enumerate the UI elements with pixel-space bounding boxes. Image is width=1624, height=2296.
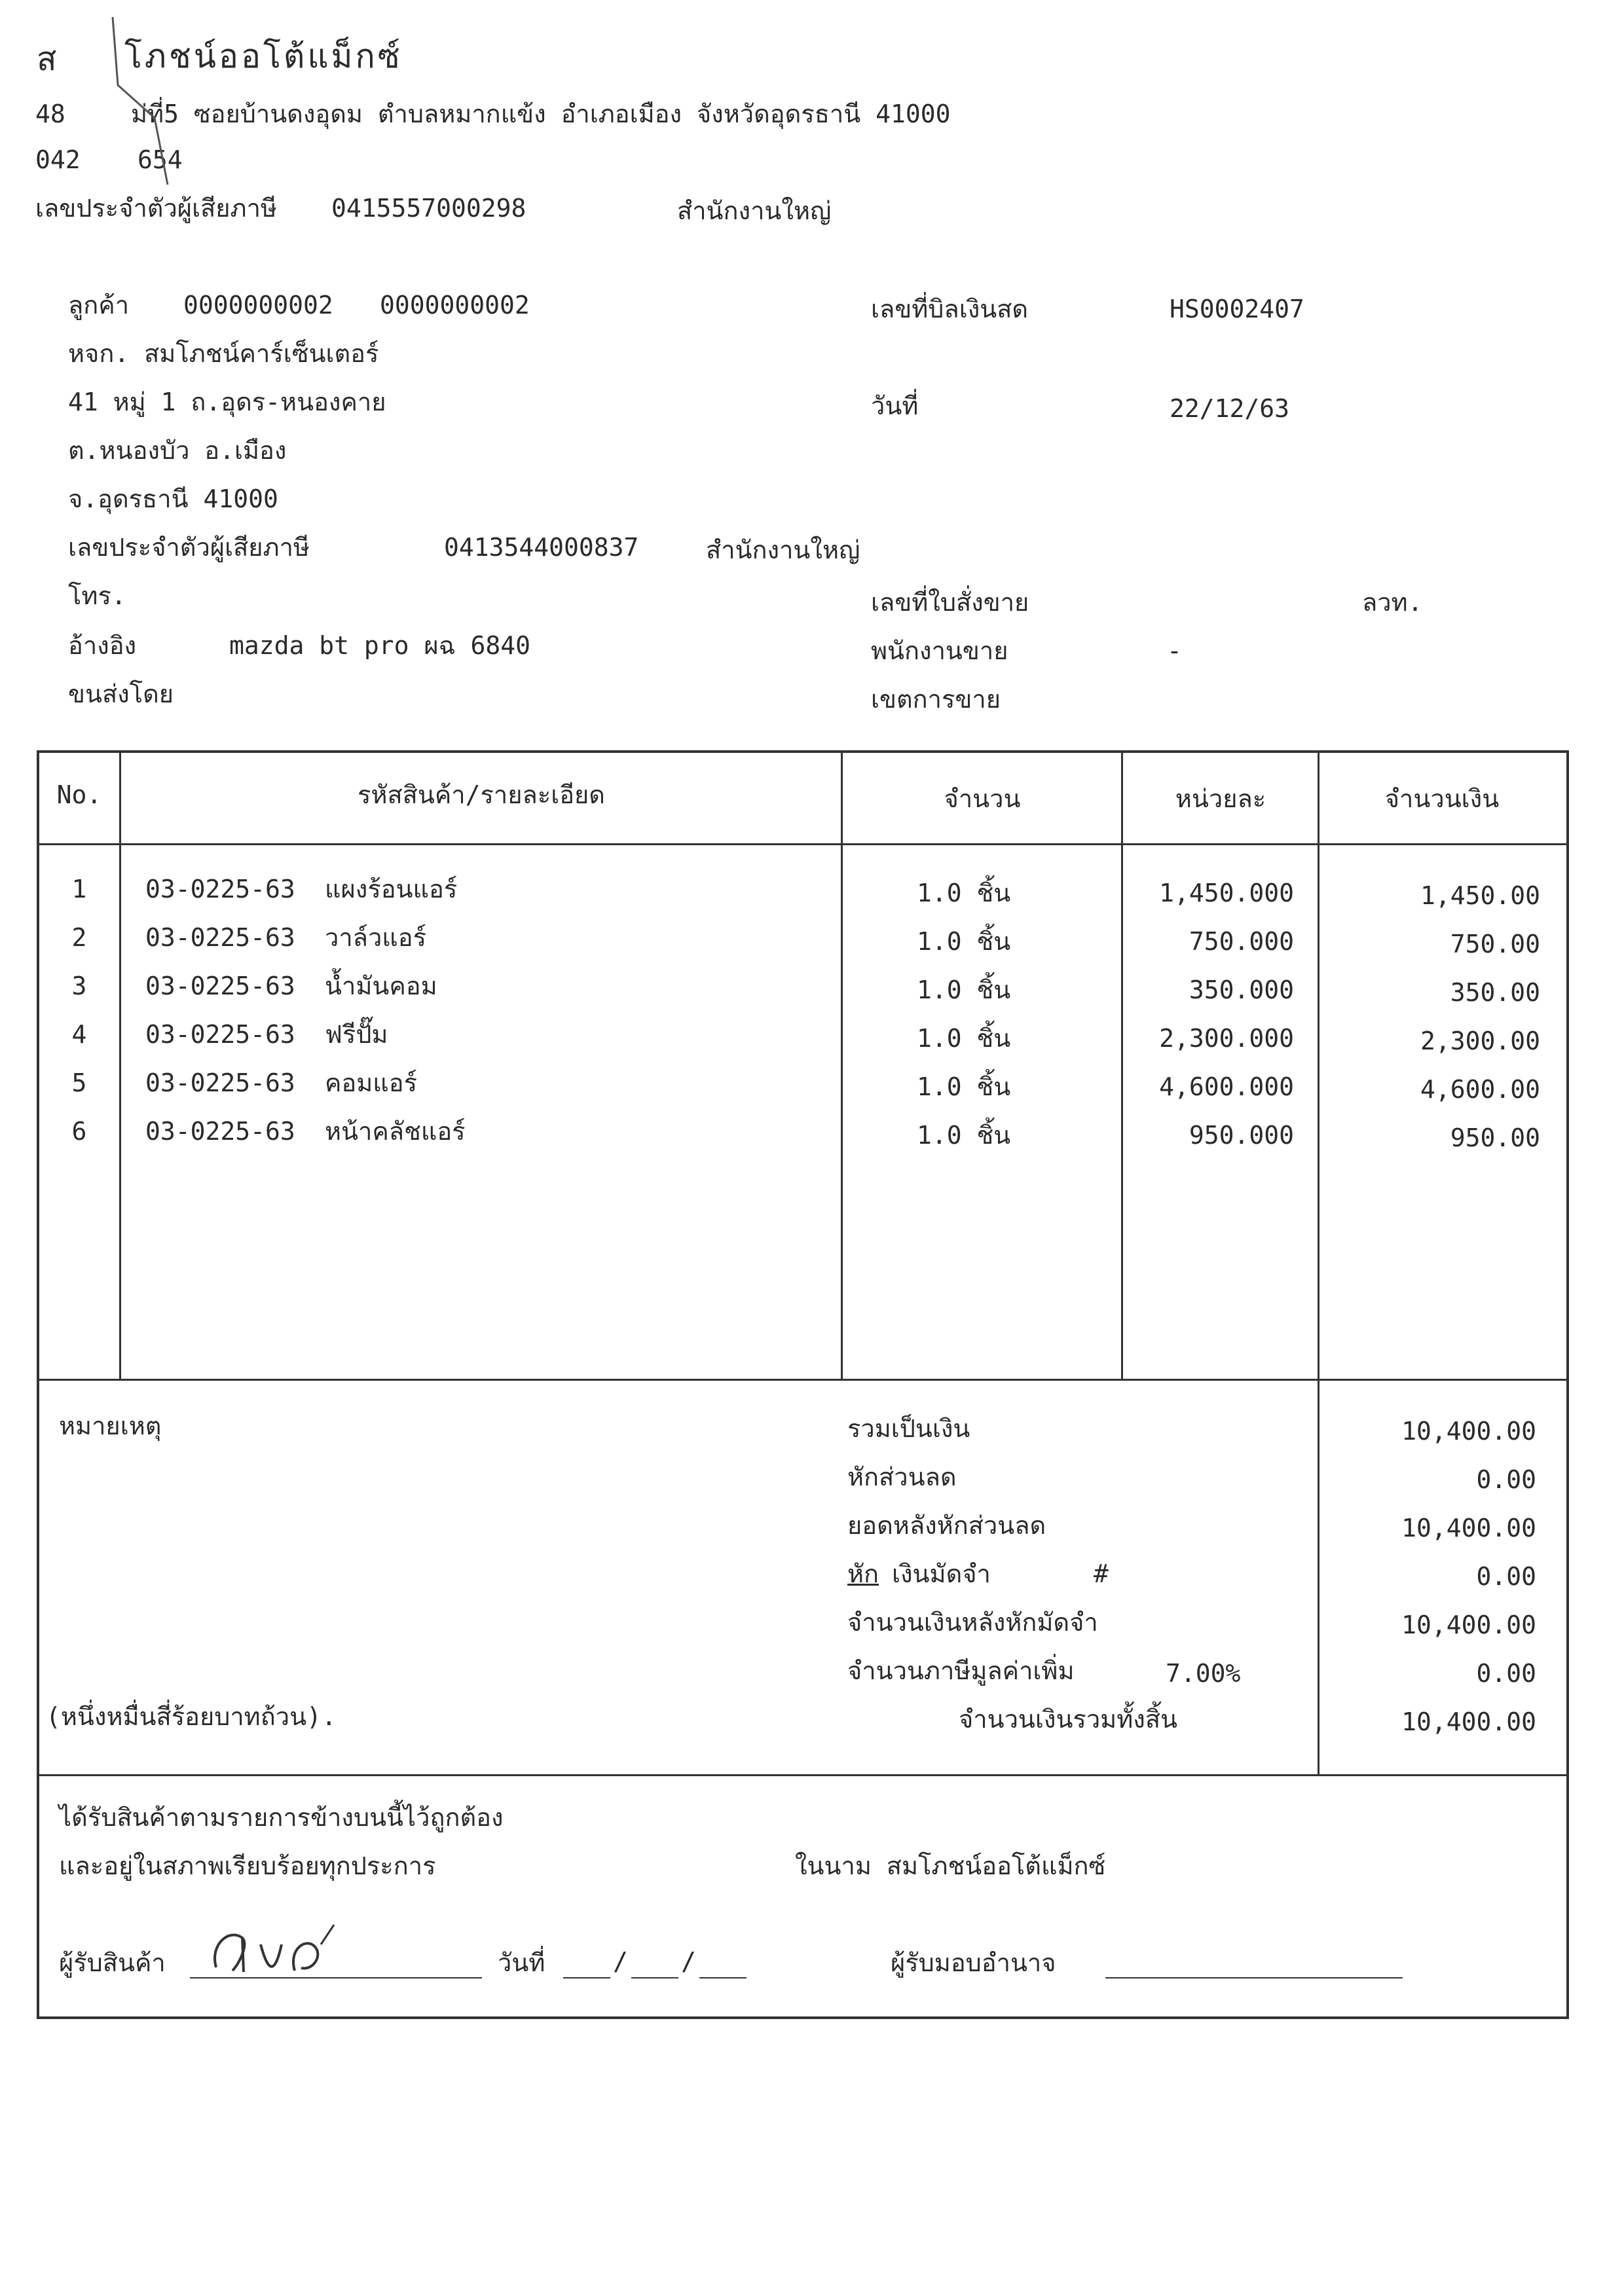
grand-total-value: 10,400.00: [1401, 1707, 1536, 1736]
customer-branch: สำนักงานใหญ่: [706, 536, 860, 564]
authorized-signature-line: [1105, 1977, 1403, 1978]
row-unit-price: 2,300.000: [1159, 1024, 1294, 1053]
bill-number: HS0002407: [1170, 295, 1304, 323]
customer-name: หจก. สมโภชน์คาร์เซ็นเตอร์: [68, 339, 379, 368]
row-product-name: ฟรีปั๊ม: [325, 1020, 388, 1049]
reference-value: mazda bt pro ผฉ 6840: [229, 631, 530, 660]
row-quantity: 1.0 ชิ้น: [917, 1072, 1011, 1101]
col-divider-desc: [841, 752, 843, 1380]
seller-name-prefix: ส: [37, 40, 60, 78]
on-behalf-of: ในนาม สมโภชน์ออโต้แม็กซ์: [795, 1851, 1106, 1880]
sales-area-label: เขตการขาย: [871, 685, 1001, 714]
row-product-name: หน้าคลัชแอร์: [325, 1117, 466, 1146]
receipt-statement-line-1: ได้รับสินค้าตามรายการข้างบนนี้ไว้ถูกต้อง: [59, 1803, 504, 1832]
row-amount: 1,450.00: [1420, 881, 1540, 910]
vat-label: จำนวนภาษีมูลค่าเพิ่ม: [847, 1656, 1075, 1685]
row-unit-price: 750.000: [1189, 927, 1294, 956]
seller-address: ม่ที่5 ซอยบ้านดงอุดม ตำบลหมากแข้ง อำเภอเมือง จังหวัดอุดรธานี 41000: [131, 100, 951, 128]
sales-order-value: ลวท.: [1362, 588, 1423, 617]
row-no: 5: [71, 1068, 87, 1097]
vat-value: 0.00: [1476, 1659, 1536, 1688]
row-product-code: 03-0225-63: [145, 1068, 295, 1097]
seller-tax-id-label: เลขประจำตัวผู้เสียภาษี: [35, 194, 277, 223]
header-no: No.: [56, 780, 102, 809]
receive-date-day-line: [563, 1977, 610, 1978]
row-quantity: 1.0 ชิ้น: [917, 975, 1011, 1004]
subtotal-value: 10,400.00: [1401, 1417, 1536, 1446]
header-amount: จำนวนเงิน: [1384, 784, 1500, 813]
customer-address-1: 41 หมู่ 1 ถ.อุดร-หนองคาย: [68, 388, 386, 416]
vat-rate: 7.00%: [1166, 1659, 1241, 1688]
customer-tax-id: 0413544000837: [444, 533, 639, 562]
seller-phone-b: 654: [138, 145, 183, 174]
shipping-label: ขนส่งโดย: [68, 680, 174, 708]
row-amount: 950.00: [1450, 1123, 1540, 1152]
row-product-code: 03-0225-63: [145, 875, 295, 903]
row-unit-price: 350.000: [1189, 975, 1294, 1004]
row-unit-price: 1,450.000: [1159, 879, 1294, 907]
row-unit-price: 4,600.000: [1159, 1072, 1294, 1101]
deposit-mark: #: [1094, 1559, 1109, 1588]
header-quantity: จำนวน: [944, 784, 1021, 813]
discount-label: หักส่วนลด: [847, 1463, 957, 1491]
row-quantity: 1.0 ชิ้น: [917, 927, 1011, 956]
receive-date-label: วันที่: [498, 1948, 545, 1977]
authorized-person-label: ผู้รับมอบอำนาจ: [891, 1948, 1056, 1977]
customer-label: ลูกค้า: [68, 291, 130, 319]
row-amount: 750.00: [1450, 930, 1540, 958]
row-no: 4: [71, 1020, 87, 1049]
row-amount: 350.00: [1450, 978, 1540, 1007]
summary-divider: [38, 1774, 1566, 1776]
table-header-divider: [38, 843, 1566, 845]
customer-tax-id-label: เลขประจำตัวผู้เสียภาษี: [68, 533, 310, 562]
customer-address-2: ต.หนองบัว อ.เมือง: [68, 436, 287, 465]
row-unit-price: 950.000: [1189, 1121, 1294, 1150]
reference-label: อ้างอิง: [68, 631, 137, 660]
bill-date: 22/12/63: [1170, 394, 1290, 423]
seller-tax-id: 0415557000298: [331, 194, 526, 223]
table-body-divider: [38, 1379, 1566, 1381]
receipt-statement-line-2: และอยู่ในสภาพเรียบร้อยทุกประการ: [59, 1851, 436, 1880]
sales-order-label: เลขที่ใบสั่งขาย: [871, 588, 1029, 617]
header-unit-price: หน่วยละ: [1175, 784, 1266, 813]
row-product-code: 03-0225-63: [145, 1020, 295, 1049]
row-amount: 4,600.00: [1420, 1075, 1540, 1104]
customer-phone-label: โทร.: [68, 581, 126, 610]
after-deposit-value: 10,400.00: [1401, 1611, 1536, 1639]
subtotal-label: รวมเป็นเงิน: [847, 1414, 970, 1443]
row-product-name: วาล์วแอร์: [325, 923, 427, 952]
remark-label: หมายเหตุ: [59, 1412, 162, 1440]
bill-date-label: วันที่: [871, 392, 919, 420]
customer-code-2: 0000000002: [380, 291, 530, 319]
row-quantity: 1.0 ชิ้น: [917, 1024, 1011, 1053]
row-no: 6: [71, 1117, 87, 1146]
after-discount-label: ยอดหลังหักส่วนลด: [847, 1511, 1046, 1540]
customer-address-3: จ.อุดรธานี 41000: [68, 484, 278, 513]
row-quantity: 1.0 ชิ้น: [917, 879, 1011, 907]
date-separator-1: /: [613, 1947, 628, 1976]
seller-address-no: 48: [35, 100, 65, 128]
deposit-label-underlined: หัก: [847, 1559, 879, 1588]
row-no: 2: [71, 923, 87, 952]
date-separator-2: /: [681, 1947, 696, 1976]
row-no: 1: [71, 875, 87, 903]
salesperson-value: -: [1167, 636, 1182, 665]
after-discount-value: 10,400.00: [1401, 1514, 1536, 1542]
col-divider-unit: [1318, 752, 1320, 1776]
after-deposit-label: จำนวนเงินหลังหักมัดจำ: [847, 1608, 1098, 1637]
row-product-code: 03-0225-63: [145, 972, 295, 1000]
deposit-value: 0.00: [1476, 1562, 1536, 1591]
row-product-code: 03-0225-63: [145, 923, 295, 952]
amount-in-words: (หนึ่งหมื่นสี่ร้อยบาทถ้วน).: [46, 1702, 337, 1731]
col-divider-qty: [1121, 752, 1123, 1380]
row-quantity: 1.0 ชิ้น: [917, 1121, 1011, 1150]
receive-date-month-line: [631, 1977, 678, 1978]
receive-date-year-line: [699, 1977, 747, 1978]
row-product-code: 03-0225-63: [145, 1117, 295, 1146]
header-description: รหัสสินค้า/รายละเอียด: [358, 780, 605, 809]
customer-code-1: 0000000002: [183, 291, 333, 319]
seller-phone-a: 042: [35, 145, 81, 174]
row-no: 3: [71, 972, 87, 1000]
bill-number-label: เลขที่บิลเงินสด: [871, 295, 1029, 323]
col-divider-no: [119, 752, 121, 1380]
receiver-signature: [203, 1918, 347, 1984]
row-product-name: คอมแอร์: [325, 1068, 418, 1097]
seller-branch: สำนักงานใหญ่: [677, 196, 832, 225]
seller-name: โภชน์ออโต้แม็กซ์: [124, 37, 403, 75]
scan-fold-mark: [98, 13, 177, 190]
row-product-name: น้ำมันคอม: [325, 972, 437, 1000]
receiver-label: ผู้รับสินค้า: [59, 1948, 166, 1977]
row-product-name: แผงร้อนแอร์: [325, 875, 458, 903]
salesperson-label: พนักงานขาย: [871, 636, 1008, 665]
discount-value: 0.00: [1476, 1465, 1536, 1494]
grand-total-label: จำนวนเงินรวมทั้งสิ้น: [959, 1705, 1177, 1734]
row-amount: 2,300.00: [1420, 1027, 1540, 1055]
deposit-label: เงินมัดจำ: [892, 1559, 991, 1588]
